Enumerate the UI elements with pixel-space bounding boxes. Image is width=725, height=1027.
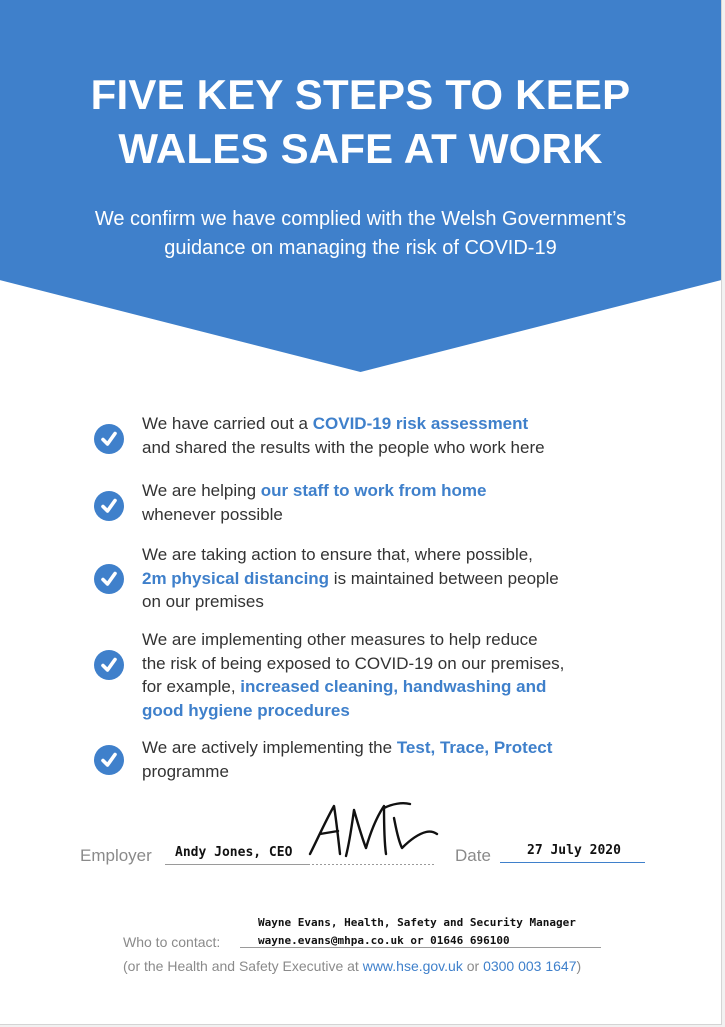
step-4-highlight-a: increased cleaning, handwashing and <box>240 677 547 696</box>
date-underline <box>500 862 645 863</box>
date-field: 27 July 2020 <box>527 843 621 858</box>
employer-label: Employer <box>80 846 152 865</box>
step-1-text <box>142 412 702 459</box>
date-label: Date <box>455 846 491 865</box>
step-4-text <box>142 628 702 722</box>
contact-name: Wayne Evans, Health, Safety and Security Manager <box>258 916 576 929</box>
step-5-text <box>142 736 702 783</box>
step-2-text <box>142 479 702 526</box>
hse-suffix: ) <box>576 958 582 974</box>
step-4-text-c: for example, <box>142 677 241 696</box>
title-line-2: WALES SAFE AT WORK <box>118 125 603 172</box>
step-2-text-a: We are helping <box>142 481 261 500</box>
hse-note <box>123 958 581 974</box>
check-circle-icon <box>94 564 124 594</box>
step-3-text <box>142 543 702 614</box>
check-circle-icon <box>94 424 124 454</box>
hse-middle: or <box>462 958 484 974</box>
title-line-1: FIVE KEY STEPS TO KEEP <box>90 71 631 118</box>
step-3-text-c: on our premises <box>142 592 264 611</box>
step-3-text-b: is maintained between people <box>329 568 559 588</box>
step-5-text-b: programme <box>142 761 229 781</box>
header-banner <box>0 0 721 372</box>
contact-underline <box>240 947 601 948</box>
signature <box>306 798 441 864</box>
employer-underline-dotted <box>308 864 435 865</box>
employer-underline <box>165 864 308 865</box>
step-1-text-a: We have carried out a <box>142 414 313 433</box>
step-3-text-a: We are taking action to ensure that, where possible, <box>142 545 533 564</box>
check-circle-icon <box>94 491 124 521</box>
hse-website-link[interactable]: www.hse.gov.uk <box>362 958 463 974</box>
step-2-text-b: whenever possible <box>142 504 283 524</box>
employer-field: Andy Jones, CEO <box>175 845 293 860</box>
step-1-text-b: and shared the results with the people who work here <box>142 437 545 457</box>
subtitle-line-1: We confirm we have complied with the Welsh Government’s <box>94 208 627 230</box>
step-5-highlight: Test, Trace, Protect <box>396 738 553 757</box>
step-2-highlight: our staff to work from home <box>260 481 487 500</box>
step-1-highlight: COVID-19 risk assessment <box>312 414 529 433</box>
step-4-text-b: the risk of being exposed to COVID-19 on our premises, <box>142 653 565 673</box>
step-3-highlight: 2m physical distancing <box>142 568 330 588</box>
page-subtitle <box>0 205 721 263</box>
hse-phone-link[interactable]: 0300 003 1647 <box>483 958 577 974</box>
step-4-text-a: We are implementing other measures to help reduce <box>142 630 538 649</box>
step-4-highlight-b: good hygiene procedures <box>142 700 350 720</box>
contact-label: Who to contact: <box>123 934 221 950</box>
step-5-text-a: We are actively implementing the <box>142 738 397 757</box>
check-circle-icon <box>94 745 124 775</box>
hse-prefix: (or the Health and Safety Executive at <box>123 958 363 974</box>
check-circle-icon <box>94 650 124 680</box>
subtitle-line-2: guidance on managing the risk of COVID-19 <box>164 237 557 259</box>
page-title <box>0 68 721 176</box>
contact-details: wayne.evans@mhpa.co.uk or 01646 696100 <box>258 934 510 947</box>
